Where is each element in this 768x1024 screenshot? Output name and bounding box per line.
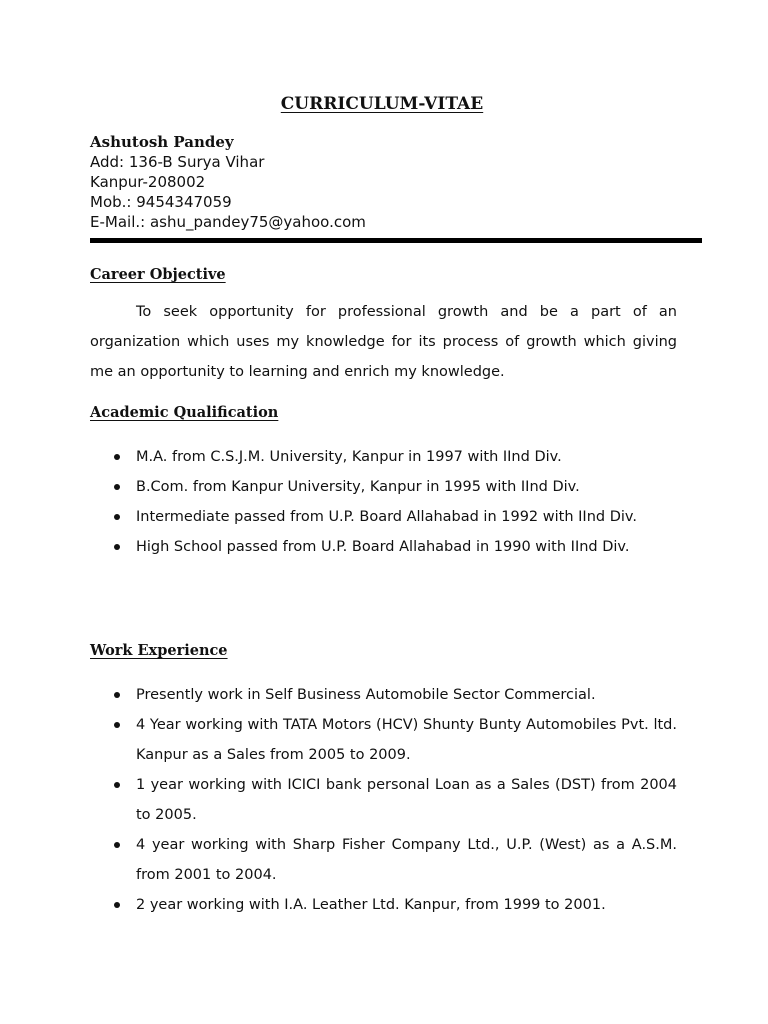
list-item xyxy=(90,830,677,890)
list-item xyxy=(90,532,677,562)
academic-qualification-list xyxy=(90,442,677,562)
bullet-icon xyxy=(114,902,120,908)
list-item xyxy=(90,890,677,920)
contact-address: Add: 136-B Surya Vihar xyxy=(90,153,265,171)
list-item xyxy=(90,502,677,532)
bullet-icon xyxy=(114,722,120,728)
contact-mobile: Mob.: 9454347059 xyxy=(90,193,232,211)
career-objective-heading: Career Objective xyxy=(90,266,226,283)
list-item-text: 4 Year working with TATA Motors (HCV) Shunty Bunty Automobiles Pvt. ltd. Kanpur as a Sales from 2005 to 2009. xyxy=(136,717,677,763)
bullet-icon xyxy=(114,484,120,490)
academic-qualification-heading: Academic Qualification xyxy=(90,404,279,421)
list-item xyxy=(90,770,677,830)
candidate-name: Ashutosh Pandey xyxy=(90,133,234,151)
contact-city: Kanpur-208002 xyxy=(90,173,206,191)
bullet-icon xyxy=(114,692,120,698)
bullet-icon xyxy=(114,514,120,520)
list-item xyxy=(90,680,677,710)
career-objective-text: To seek opportunity for professional growth and be a part of an organization which uses my knowledge for its process of growth which giving me an opportunity to learning and enrich my knowledge. xyxy=(90,304,677,380)
list-item xyxy=(90,710,677,770)
contact-block xyxy=(90,132,366,232)
bullet-icon xyxy=(114,544,120,550)
list-item-text: Presently work in Self Business Automobile Sector Commercial. xyxy=(136,687,596,703)
bullet-icon xyxy=(114,782,120,788)
list-item-text: 1 year working with ICICI bank personal Loan as a Sales (DST) from 2004 to 2005. xyxy=(136,777,677,823)
list-item xyxy=(90,472,677,502)
list-item-text: 2 year working with I.A. Leather Ltd. Kanpur, from 1999 to 2001. xyxy=(136,897,606,913)
list-item-text: M.A. from C.S.J.M. University, Kanpur in 1997 with IInd Div. xyxy=(136,449,562,465)
bullet-icon xyxy=(114,454,120,460)
list-item-text: High School passed from U.P. Board Allahabad in 1990 with IInd Div. xyxy=(136,539,630,555)
contact-email: E-Mail.: ashu_pandey75@yahoo.com xyxy=(90,213,366,231)
list-item-text: B.Com. from Kanpur University, Kanpur in 1995 with IInd Div. xyxy=(136,479,580,495)
bullet-icon xyxy=(114,842,120,848)
header-divider xyxy=(90,238,702,243)
document-title: CURRICULUM-VITAE xyxy=(280,94,484,114)
list-item-text: Intermediate passed from U.P. Board Allahabad in 1992 with IInd Div. xyxy=(136,509,637,525)
work-experience-list xyxy=(90,680,677,920)
list-item xyxy=(90,442,677,472)
work-experience-heading: Work Experience xyxy=(90,642,228,659)
list-item-text: 4 year working with Sharp Fisher Company Ltd., U.P. (West) as a A.S.M. from 2001 to 2004. xyxy=(136,837,677,883)
